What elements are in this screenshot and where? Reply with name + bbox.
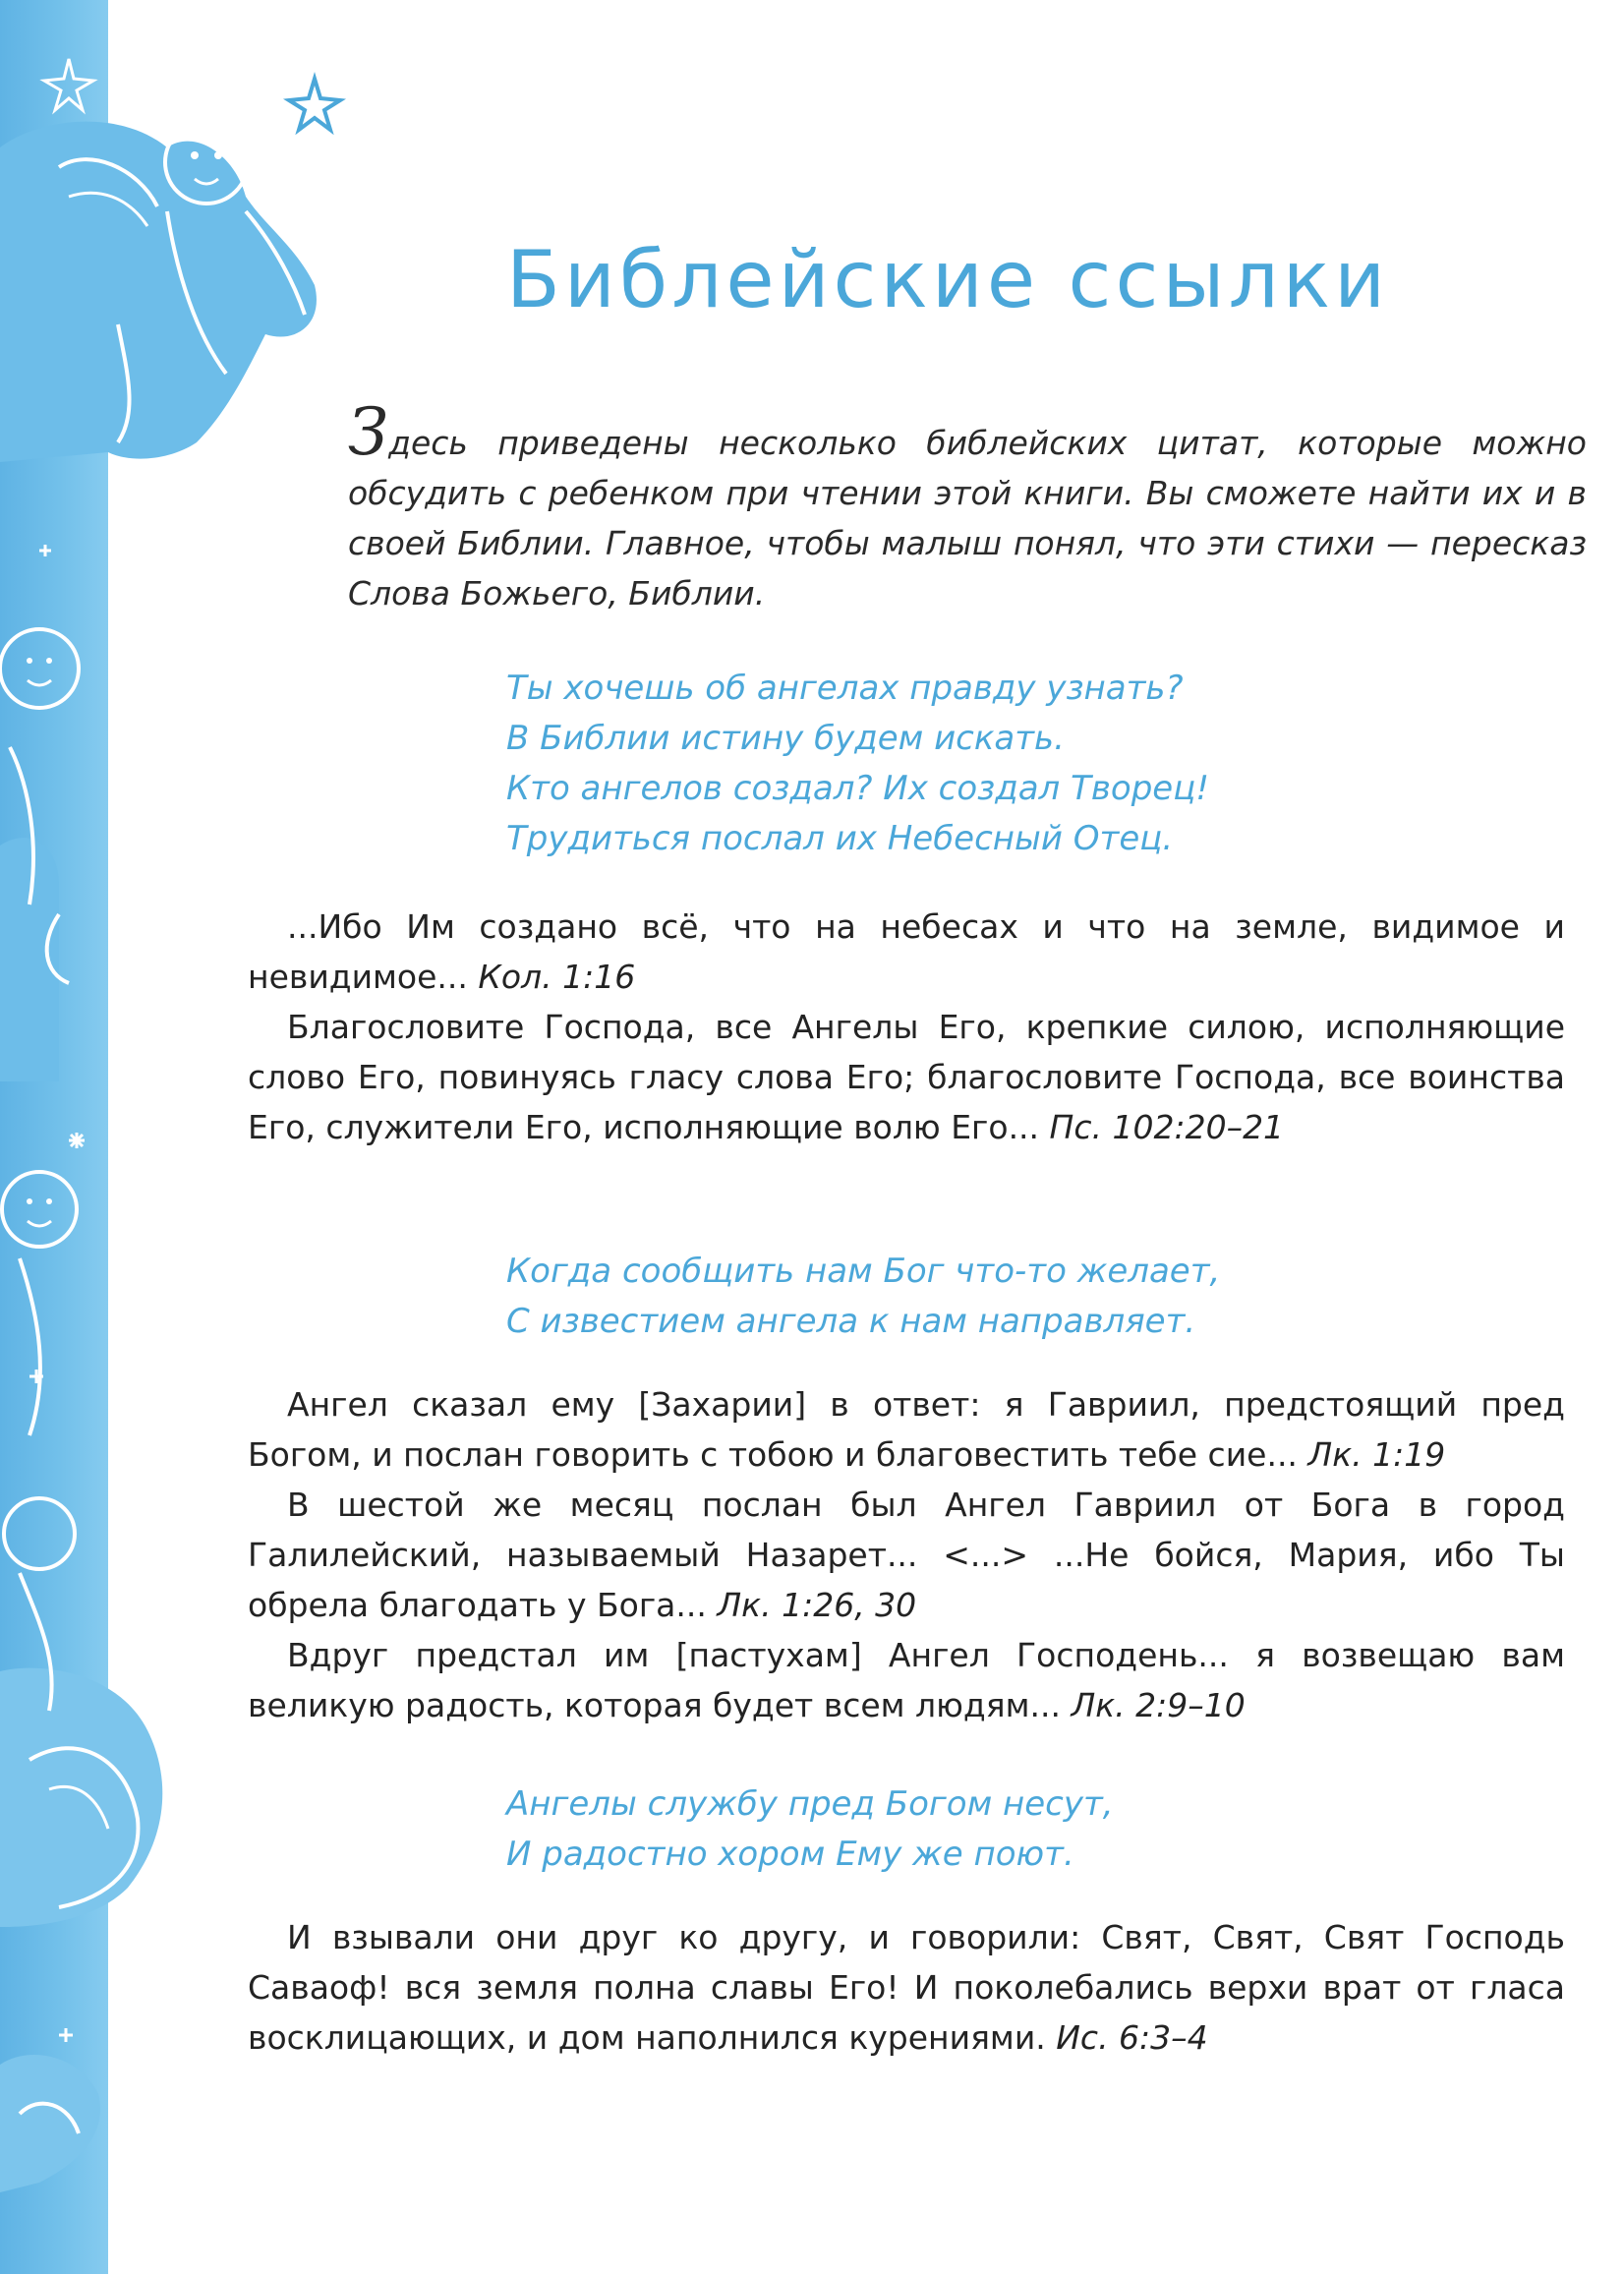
- scripture-quote: [248, 1630, 1565, 1730]
- scripture-quote: [248, 1480, 1565, 1630]
- scripture-quote: [248, 1002, 1565, 1152]
- scripture-reference: Лк. 1:26, 30: [717, 1586, 917, 1624]
- verse-block-1: [506, 664, 1209, 864]
- quote-block-1: [248, 902, 1565, 1152]
- verse-line: Кто ангелов создал? Их создал Творец!: [506, 769, 1209, 808]
- verse-line: Ты хочешь об ангелах правду узнать?: [506, 669, 1184, 708]
- quote-text: И взывали они друг ко другу, и говорили: Свят, Свят, Свят Господь Саваоф! вся земля полна славы Его! И поколебались верхи врат от гласа восклицающих, и дом наполнился курениями.: [248, 1918, 1565, 2057]
- verse-line: В Библии истину будем искать.: [506, 719, 1065, 758]
- page-title: Библейские ссылки: [506, 234, 1390, 325]
- scripture-quote: [248, 1912, 1565, 2063]
- intro-paragraph: [348, 394, 1587, 618]
- quote-block-3: [248, 1912, 1565, 2063]
- quote-text: Вдруг предстал им [пастухам] Ангел Господень... я возвещаю вам великую радость, которая будет всем людям...: [248, 1636, 1565, 1724]
- quote-text: ...Ибо Им создано всё, что на небесах и что на земле, видимое и невидимое...: [248, 907, 1565, 996]
- verse-block-3: [506, 1779, 1114, 1880]
- intro-text: десь приведены несколько библейских цитат, которые можно обсудить с ребенком при чтении этой книги. Вы сможете найти их и в своей Библии. Главное, чтобы малыш понял, что эти стихи — пересказ Слова Божьего, Библии.: [348, 424, 1587, 612]
- scripture-reference: Ис. 6:3–4: [1056, 2018, 1208, 2057]
- scripture-reference: Пс. 102:20–21: [1049, 1108, 1285, 1146]
- scripture-quote: [248, 902, 1565, 1002]
- scripture-reference: Лк. 2:9–10: [1071, 1686, 1246, 1724]
- verse-block-2: [506, 1247, 1220, 1347]
- verse-line: Когда сообщить нам Бог что-то желает,: [506, 1252, 1221, 1291]
- scripture-reference: Кол. 1:16: [478, 958, 636, 996]
- verse-line: И радостно хором Ему же поют.: [506, 1835, 1074, 1874]
- quote-block-2: [248, 1379, 1565, 1730]
- verse-line: Трудиться послал их Небесный Отец.: [506, 819, 1174, 858]
- quote-text: Ангел сказал ему [Захарии] в ответ: я Гавриил, предстоящий пред Богом, и послан говорить с тобою и благовестить тебе сие...: [248, 1385, 1565, 1474]
- verse-line: Ангелы службу пред Богом несут,: [506, 1784, 1114, 1824]
- scripture-quote: [248, 1379, 1565, 1480]
- intro-dropcap: З: [348, 394, 389, 470]
- scripture-reference: Лк. 1:19: [1307, 1435, 1446, 1474]
- verse-line: С известием ангела к нам направляет.: [506, 1302, 1196, 1341]
- quote-text: В шестой же месяц послан был Ангел Гавриил от Бога в город Галилейский, называемый Назарет... <...> ...Не бойся, Мария, ибо Ты обрела благодать у Бога...: [248, 1486, 1565, 1624]
- quote-text: Благословите Господа, все Ангелы Его, крепкие силою, исполняющие слово Его, повинуясь гласу слова Его; благословите Господа, все воинства Его, служители Его, исполняющие волю Его...: [248, 1008, 1565, 1146]
